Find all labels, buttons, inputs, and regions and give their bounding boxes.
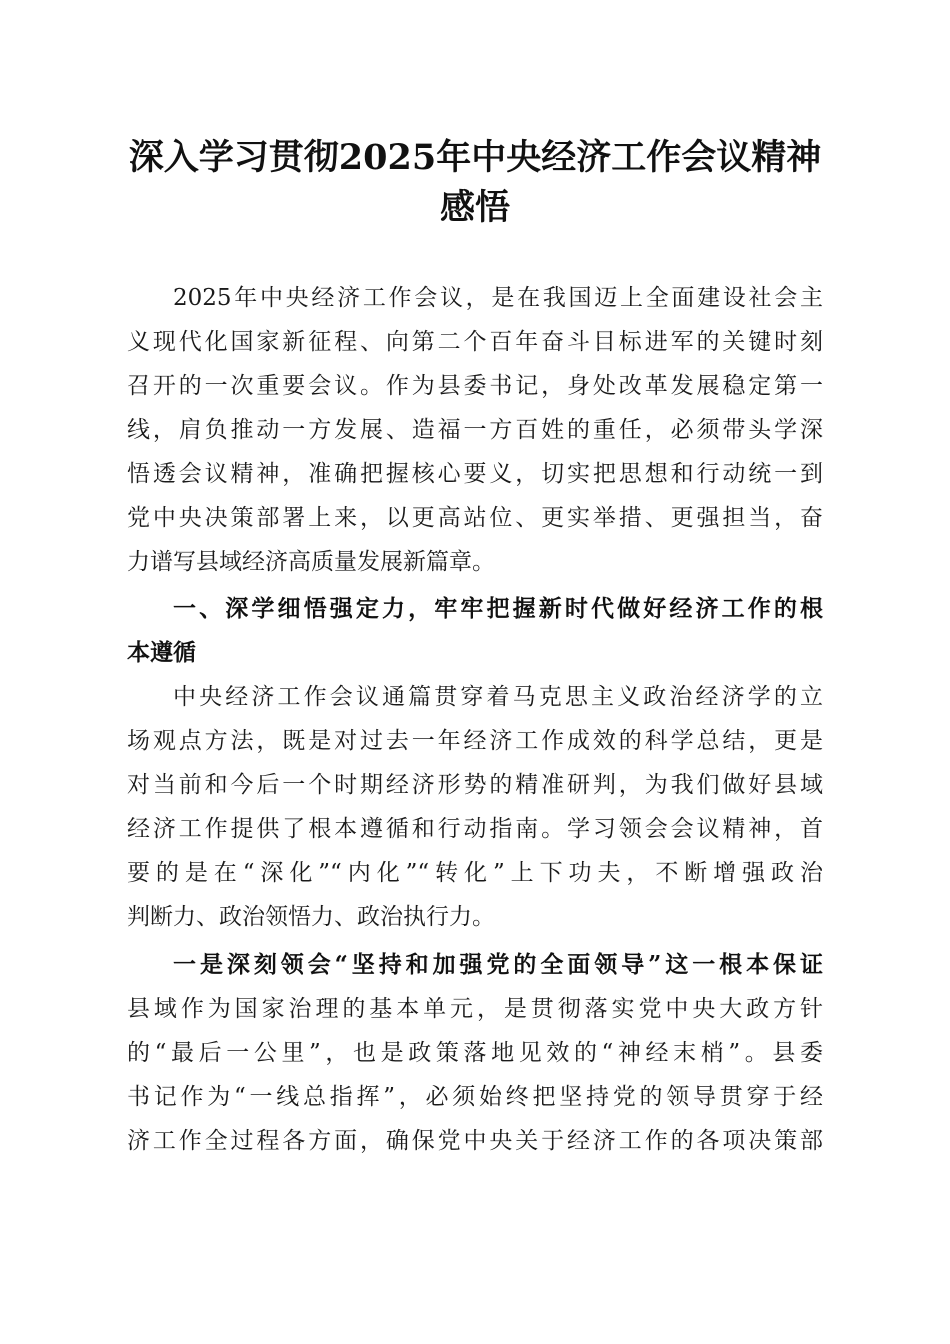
paragraph-1-line-1: 2025年中央经济工作会议，是在我国迈上全面建设社会主 — [173, 285, 823, 311]
paragraph-1-line-4: 线，肩负推动一方发展、造福一方百姓的重任，必须带头学深 — [127, 417, 823, 443]
paragraph-2-line-2: 场观点方法，既是对过去一年经济工作成效的科学总结，更是 — [127, 728, 823, 754]
paragraph-3-line-1: 县域作为国家治理的基本单元，是贯彻落实党中央大政方针 — [127, 996, 823, 1022]
paragraph-1-line-7: 力谱写县域经济高质量发展新篇章。 — [127, 549, 495, 575]
paragraph-2-line-4: 经济工作提供了根本遵循和行动指南。学习领会会议精神，首 — [127, 816, 823, 842]
paragraph-2-line-5: 要的是在“深化”“内化”“转化”上下功夫，不断增强政治 — [127, 860, 823, 886]
paragraph-2-line-3: 对当前和今后一个时期经济形势的精准研判，为我们做好县域 — [127, 772, 823, 798]
paragraph-1-line-3: 召开的一次重要会议。作为县委书记，身处改革发展稳定第一 — [127, 373, 823, 399]
paragraph-1-line-6: 党中央决策部署上来，以更高站位、更实举措、更强担当，奋 — [127, 505, 823, 531]
document-title-line-1: 深入学习贯彻2025年中央经济工作会议精神 — [128, 137, 822, 178]
section-1-heading-line-1: 一、深学细悟强定力，牢牢把握新时代做好经济工作的根 — [173, 596, 823, 622]
subheading-1: 一是深刻领会“坚持和加强党的全面领导”这一根本保证 — [173, 951, 823, 978]
paragraph-1-line-5: 悟透会议精神，准确把握核心要义，切实把思想和行动统一到 — [127, 461, 823, 487]
paragraph-2-line-1: 中央经济工作会议通篇贯穿着马克思主义政治经济学的立 — [173, 684, 823, 710]
paragraph-3-line-2: 的“最后一公里”，也是政策落地见效的“神经末梢”。县委 — [127, 1040, 823, 1066]
paragraph-3-line-3: 书记作为“一线总指挥”，必须始终把坚持党的领导贯穿于经 — [127, 1084, 823, 1110]
paragraph-1-line-2: 义现代化国家新征程、向第二个百年奋斗目标进军的关键时刻 — [127, 329, 823, 355]
paragraph-3-line-4: 济工作全过程各方面，确保党中央关于经济工作的各项决策部 — [127, 1128, 823, 1154]
paragraph-2-line-6: 判断力、政治领悟力、政治执行力。 — [127, 904, 495, 930]
document-title-line-2: 感悟 — [439, 187, 510, 228]
section-1-heading-line-2: 本遵循 — [127, 640, 196, 666]
